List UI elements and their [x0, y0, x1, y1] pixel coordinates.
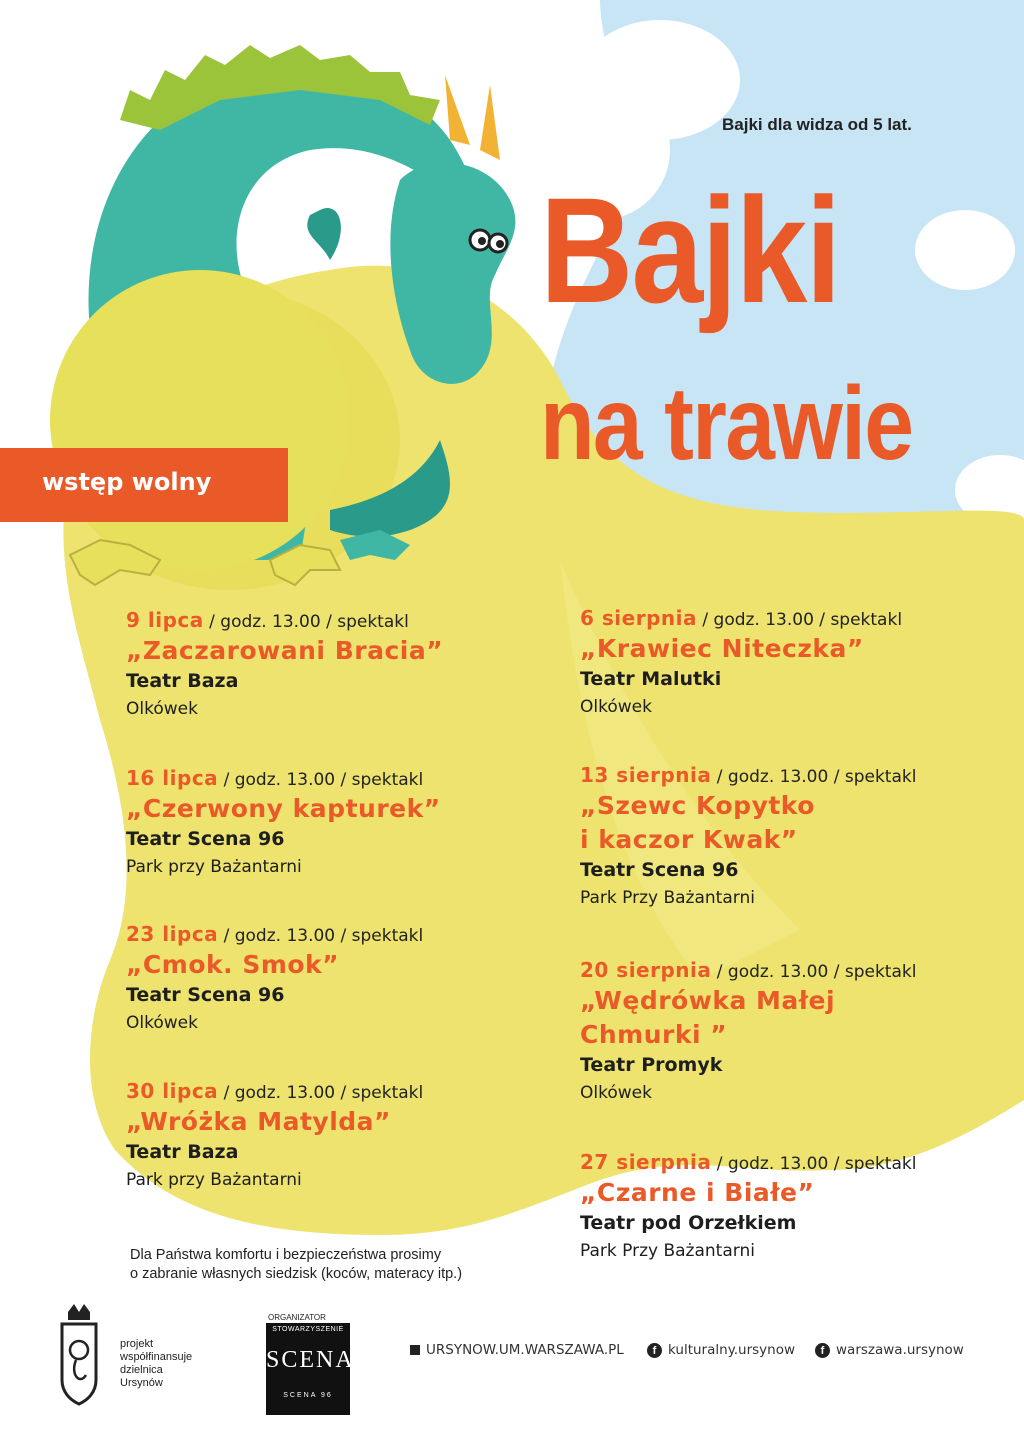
- badge-label: wstęp wolny: [42, 468, 212, 496]
- event-venue: Olkówek: [126, 699, 198, 719]
- note-line2: o zabranie własnych siedzisk (koców, materacy itp.): [130, 1266, 463, 1282]
- dragon-horn-2: [480, 85, 500, 160]
- dragon-belly: [50, 270, 350, 570]
- event-title-line1: „Wędrówka Małej: [580, 986, 836, 1015]
- event-meta: / godz. 13.00 / spektakl: [716, 1154, 917, 1174]
- cloud-3: [915, 210, 1015, 290]
- event-venue: Park Przy Bażantarni: [580, 888, 755, 908]
- cofinancing-text: [120, 1338, 192, 1390]
- facebook-link-1[interactable]: [647, 1342, 795, 1358]
- event-date: 30 lipca: [126, 1079, 219, 1103]
- event-theatre: Teatr Scena 96: [126, 984, 285, 1006]
- event-date: 16 lipca: [126, 766, 219, 790]
- event-date: 9 lipca: [126, 608, 204, 632]
- cofinancing-line2: współfinansuje: [120, 1351, 193, 1363]
- website-text: URSYNOW.UM.WARSZAWA.PL: [426, 1342, 624, 1358]
- event-title: „Zaczarowani Bracia”: [126, 636, 444, 665]
- event-meta: / godz. 13.00 / spektakl: [716, 767, 917, 787]
- org-name-top: STOWARZYSZENIE: [272, 1326, 344, 1333]
- event-date: 6 sierpnia: [580, 606, 697, 630]
- facebook-icon: f: [647, 1343, 662, 1358]
- cofinancing-line4: Ursynów: [120, 1377, 163, 1389]
- event-title-line2: Chmurki ”: [580, 1020, 728, 1049]
- cofinancing-line3: dzielnica: [120, 1364, 163, 1376]
- event-card: [580, 958, 916, 1103]
- event-venue: Park przy Bażantarni: [126, 1170, 302, 1190]
- event-theatre: Teatr Scena 96: [580, 859, 739, 881]
- event-title-line2: i kaczor Kwak”: [580, 825, 798, 854]
- event-meta: / godz. 13.00 / spektakl: [223, 926, 424, 946]
- event-card: [126, 766, 441, 877]
- event-theatre: Teatr Baza: [126, 1141, 239, 1163]
- comfort-note: [130, 1246, 462, 1284]
- free-entry-badge: [0, 448, 288, 522]
- event-meta: / godz. 13.00 / spektakl: [716, 962, 917, 982]
- event-title: „Wróżka Matylda”: [126, 1107, 391, 1136]
- facebook-link-2[interactable]: [815, 1342, 964, 1358]
- event-title: „Czerwony kapturek”: [126, 794, 441, 823]
- event-date: 23 lipca: [126, 922, 219, 946]
- facebook-icon: f: [815, 1343, 830, 1358]
- event-date: 20 sierpnia: [580, 958, 712, 982]
- event-theatre: Teatr Malutki: [580, 668, 722, 690]
- event-title-line1: „Szewc Kopytko: [580, 791, 815, 820]
- org-name-mid: SCENA: [266, 1347, 355, 1373]
- event-venue: Park przy Bażantarni: [126, 857, 302, 877]
- square-icon: [410, 1345, 420, 1355]
- note-line1: Dla Państwa komfortu i bezpieczeństwa prosimy: [130, 1247, 442, 1263]
- event-meta: / godz. 13.00 / spektakl: [223, 770, 424, 790]
- organizer-label: ORGANIZATOR: [268, 1313, 326, 1322]
- org-name-bot: SCENA 96: [283, 1392, 333, 1399]
- title-line1: Bajki: [540, 166, 840, 334]
- title-line2: na trawie: [540, 366, 913, 482]
- event-date: 27 sierpnia: [580, 1150, 712, 1174]
- facebook-text-1: kulturalny.ursynow: [668, 1342, 796, 1358]
- event-meta: / godz. 13.00 / spektakl: [223, 1083, 424, 1103]
- event-meta: / godz. 13.00 / spektakl: [702, 610, 903, 630]
- event-theatre: Teatr Promyk: [580, 1054, 723, 1076]
- dragon-horn-1: [445, 75, 470, 145]
- event-venue: Park Przy Bażantarni: [580, 1241, 755, 1261]
- event-venue: Olkówek: [580, 697, 652, 717]
- facebook-text-2: warszawa.ursynow: [836, 1342, 964, 1358]
- event-venue: Olkówek: [580, 1083, 652, 1103]
- event-card: [126, 1079, 423, 1190]
- dragon-wing: [307, 208, 341, 260]
- website-link[interactable]: [410, 1342, 624, 1358]
- event-meta: / godz. 13.00 / spektakl: [209, 612, 409, 632]
- event-theatre: Teatr pod Orzełkiem: [580, 1212, 797, 1234]
- event-theatre: Teatr Scena 96: [126, 828, 285, 850]
- event-theatre: Teatr Baza: [126, 670, 239, 692]
- event-card: [580, 606, 902, 717]
- event-title: „Cmok. Smok”: [126, 950, 340, 979]
- event-title: „Krawiec Niteczka”: [580, 634, 864, 663]
- event-card: [580, 763, 916, 908]
- event-title: „Czarne i Białe”: [580, 1178, 815, 1207]
- age-note: Bajki dla widza od 5 lat.: [722, 115, 912, 134]
- dragon-pupil-1: [478, 237, 486, 245]
- organizer-logo-text: [266, 1326, 355, 1399]
- event-venue: Olkówek: [126, 1013, 198, 1033]
- warsaw-crest-logo: [62, 1304, 96, 1404]
- event-card: [580, 1150, 916, 1261]
- cofinancing-line1: projekt: [120, 1338, 154, 1350]
- dragon-pupil-2: [496, 240, 504, 248]
- event-card: [126, 608, 443, 719]
- event-date: 13 sierpnia: [580, 763, 712, 787]
- event-card: [126, 922, 423, 1033]
